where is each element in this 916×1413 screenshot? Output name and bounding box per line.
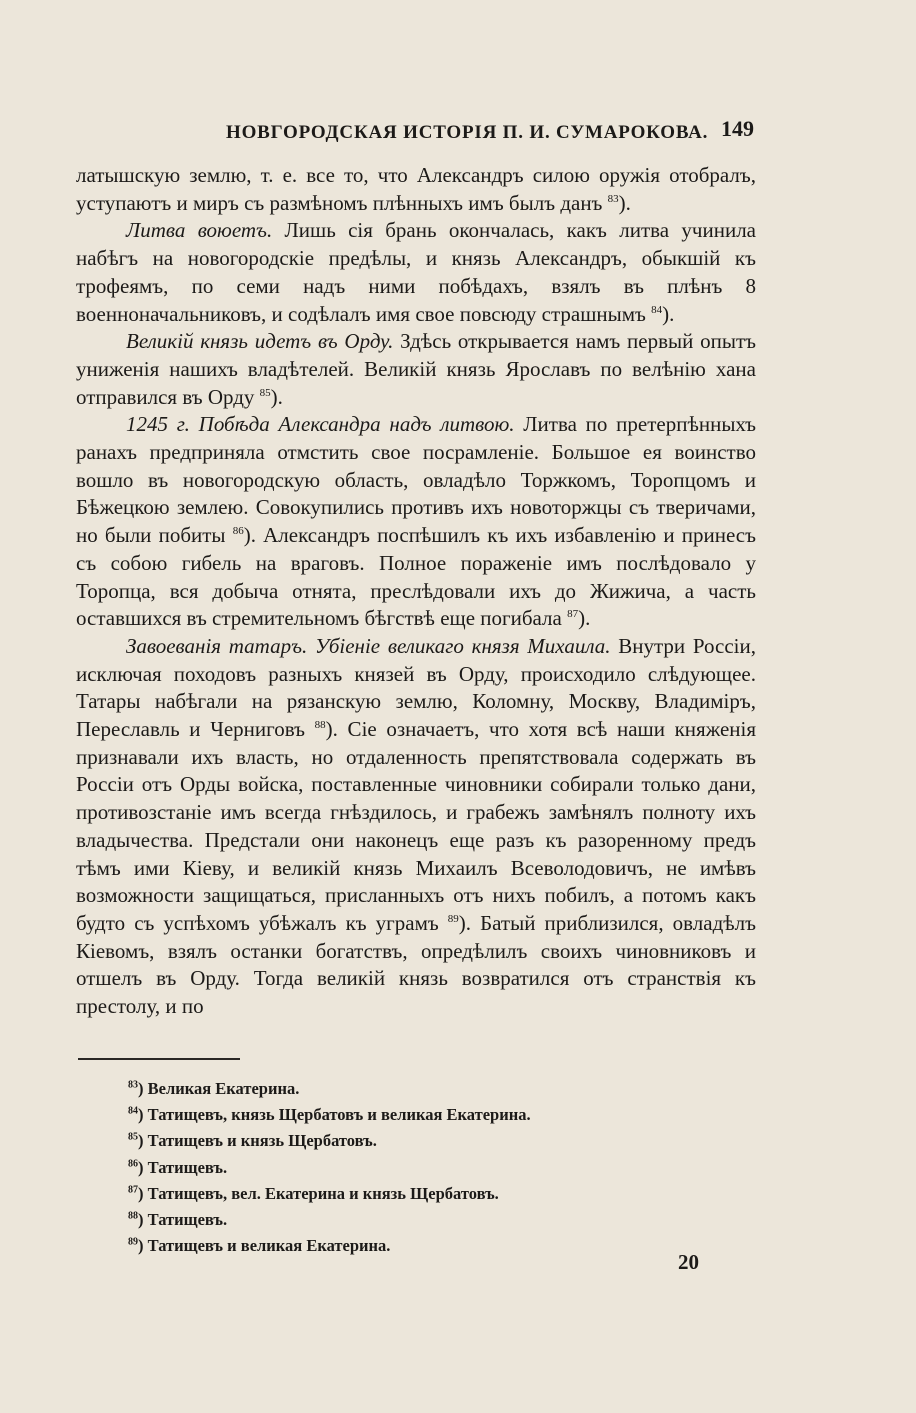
text-run: ). Батый приблизился, овладѣлъ Кіевомъ, взялъ останки богатствъ, опредѣлилъ своихъ чиновниковъ и отшелъ въ Орду. Тогда великій князь возвратился отъ странствія къ престолу, и по <box>76 910 756 1019</box>
text-run: ). <box>662 301 675 326</box>
footnote-number: 88 <box>128 1210 138 1222</box>
footnote-number: 84 <box>128 1105 138 1117</box>
section-heading-inline: 1245 г. Побѣда Александра надъ литвою. <box>126 412 515 437</box>
footnote-reference: 87 <box>567 608 579 621</box>
footnotes <box>128 1076 531 1259</box>
section-heading-inline: Литва воюетъ. <box>126 218 273 243</box>
footnote <box>128 1076 531 1102</box>
footnote-reference: 88 <box>314 719 326 732</box>
page-number: 149 <box>721 116 754 141</box>
text-run: латышскую землю, т. е. все то, что Александръ силою оружія отобралъ, уступаютъ и миръ съ размѣномъ плѣнныхъ имъ былъ данъ <box>76 163 756 215</box>
footnote-text: ) Татищевъ, вел. Екатерина и князь Щербатовъ. <box>138 1183 499 1203</box>
footnote-text: ) Великая Екатерина. <box>138 1079 300 1098</box>
footnote-reference: 85 <box>259 386 271 399</box>
text-run: Литва по претерпѣнныхъ ранахъ предприняла отмстить свое посрамленіе. Большое ея воинство вошло въ новогородскую область, овладѣло Торжкомъ, Торопцомъ и Бѣжецкою землею. Совокупились противъ ихъ новоторжцы съ тверичами, но были побиты <box>76 412 756 548</box>
text-run: Внутри Россіи, исключая походовъ разныхъ князей въ Орду, происходило слѣдующее. Татары набѣгали на рязанскую землю, Коломну, Москву, Владиміръ, Переславль и Черниговъ <box>76 633 756 742</box>
paragraph <box>76 162 756 217</box>
footnote-text: ) Татищевъ и князь Щербатовъ. <box>138 1131 377 1151</box>
text-run: ). <box>270 384 283 409</box>
footnote-text: ) Татищевъ, князь Щербатовъ и великая Екатерина. <box>138 1105 531 1125</box>
footnote <box>128 1233 531 1259</box>
footnote-text: ) Татищевъ. <box>138 1157 228 1177</box>
paragraph <box>76 217 756 328</box>
text-run: Здѣсь открывается намъ первый опытъ униженія нашихъ владѣтелей. Великій князь Ярославъ по велѣнію хана отправился въ Орду <box>76 329 756 409</box>
footnote-reference: 84 <box>651 303 663 316</box>
section-heading-inline: Завоеванія татаръ. Убіеніе великаго князя Михаила. <box>126 633 611 658</box>
page-header <box>76 116 756 148</box>
footnote-number: 83 <box>128 1079 138 1091</box>
paragraph <box>76 411 756 633</box>
main-text <box>76 162 756 1021</box>
text-run: ). <box>618 190 631 215</box>
footnote-number: 87 <box>128 1184 138 1196</box>
footnote-number: 85 <box>128 1131 138 1143</box>
footnote <box>128 1155 531 1181</box>
footnote-text: ) Татищевъ и великая Екатерина. <box>138 1236 391 1256</box>
footnote <box>128 1128 531 1154</box>
footnote-text: ) Татищевъ. <box>138 1210 228 1230</box>
footnote <box>128 1102 531 1128</box>
paragraph <box>76 328 756 411</box>
section-heading-inline: Великій князь идетъ въ Орду. <box>126 329 394 354</box>
footnote-divider <box>78 1058 240 1060</box>
text-run: ). <box>578 606 591 631</box>
text-run: ). Александръ поспѣшилъ къ ихъ избавленію и принесъ съ собою гибель на враговъ. Полное пораженіе имъ послѣдовало у Торопца, вся добыча отнята, преслѣдовали ихъ до Жижича, а часть оставшихся въ стремительномъ бѣгствѣ еще погибала <box>76 523 756 631</box>
footnote <box>128 1207 531 1233</box>
footnote-number: 89 <box>128 1236 138 1248</box>
footnote-reference: 83 <box>607 192 619 205</box>
text-run: ). Сіе означаетъ, что хотя всѣ наши княженія признавали ихъ власть, но отдаленность препятствовала содержать въ Россіи отъ Орды войска, поставленные чиновники собирали только дани, противозстаніе имъ всегда гнѣздилось, и грабежъ замѣнялъ полноту ихъ владычества. Предстали они наконецъ еще разъ къ разоренному предъ тѣмъ ими Кіеву, и великій князь Михаилъ Всеволодовичъ, не имѣвъ возможности защищаться, присланныхъ отъ нихъ побилъ, а потомъ какъ будто съ успѣхомъ убѣжалъ къ уграмъ <box>76 717 756 935</box>
text-run: Лишь сія брань окончалась, какъ литва учинила набѣгъ на новогородскіе предѣлы, и князь Александръ, обыкшій къ трофеямъ, по семи надъ ними побѣдахъ, взялъ въ плѣнъ 8 военноначальниковъ, и содѣлалъ имя свое повсюду страшнымъ <box>76 218 756 326</box>
footnote-reference: 89 <box>447 912 459 925</box>
signature-mark: 20 <box>678 1250 699 1274</box>
running-title: НОВГОРОДСКАЯ ИСТОРІЯ П. И. СУМАРОКОВА. <box>226 122 709 143</box>
footnote-reference: 86 <box>232 525 244 538</box>
paragraph <box>76 633 756 1021</box>
footnote-number: 86 <box>128 1158 138 1170</box>
footnote <box>128 1181 531 1207</box>
